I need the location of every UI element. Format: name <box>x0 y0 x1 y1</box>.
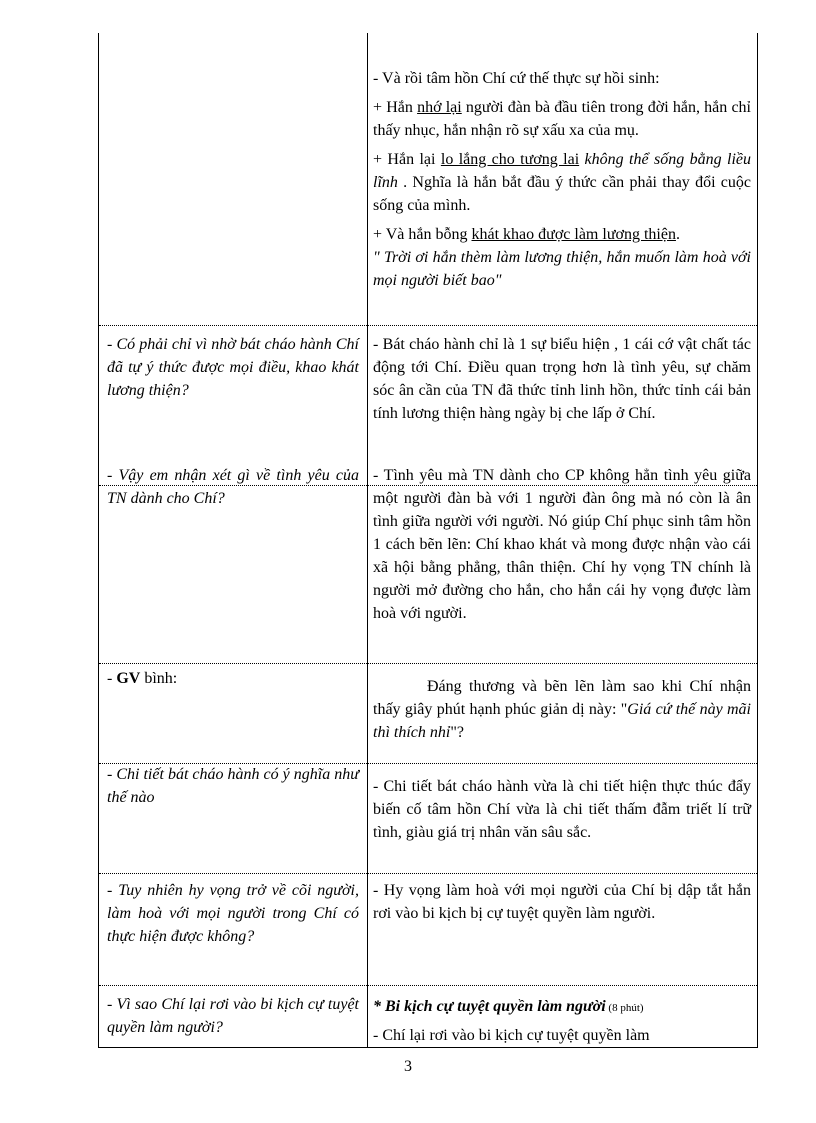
row1-right-cell <box>373 67 751 292</box>
column-divider <box>367 33 368 1047</box>
row-divider <box>99 663 757 664</box>
row3-question: - Vậy em nhận xét gì về tình yêu của TN dành cho Chí? <box>107 467 359 507</box>
row7-question: - Vì sao Chí lại rơi vào bi kịch cự tuyệt quyền làm người? <box>107 996 359 1036</box>
row-divider <box>99 325 757 326</box>
page-number: 3 <box>404 1058 412 1075</box>
row3-answer: - Tình yêu mà TN dành cho CP không hẳn tình yêu giữa một người đàn bà với 1 người đàn ông mà nó còn là ân tình giữa người với người. Nó giúp Chí phục sinh tâm hồn 1 cách bẽn lẽn: Chí khao khát và mong được nhận vào cái xã hội bằng phẳng, thân thiện. Chí hy vọng TN chính là người mở đường cho hắn, cho hắn cái hy vọng được làm hoà với người. <box>373 467 751 622</box>
row5-answer: - Chi tiết bát cháo hành vừa là chi tiết hiện thực thúc đẩy biến cố tâm hồn Chí vừa là chi tiết thấm đẫm triết lí trữ tình, giàu giá trị nhân văn sâu sắc. <box>373 778 751 841</box>
row2-question: - Có phải chỉ vì nhờ bát cháo hành Chí đã tự ý thức được mọi điều, khao khát lương thiện? <box>107 336 359 399</box>
row2-answer: - Bát cháo hành chỉ là 1 sự biểu hiện , 1 cái cớ vật chất tác động tới Chí. Điều quan trọng hơn là tình yêu, sự chăm sóc ân cần của TN đã thức tỉnh linh hồn, thức tỉnh cái bản tính lương thiện hàng ngày bị che lấp ở Chí. <box>373 336 751 422</box>
row-divider <box>99 873 757 874</box>
row6-answer: - Hy vọng làm hoà với mọi người của Chí bị dập tắt hắn rơi vào bi kịch bị cự tuyệt quyền làm người. <box>373 882 751 922</box>
memory-point: + Hắn nhớ lại người đàn bà đầu tiên trong đời hắn, hắn chỉ thấy nhục, hắn nhận rõ sự xấu xa của mụ. <box>373 99 751 139</box>
row4-label: - GV bình: <box>107 670 178 687</box>
longing-quote: " Trời ơi hắn thèm làm lương thiện, hắn muốn làm hoà với mọi người biết bao" <box>373 249 751 289</box>
revival-intro: - Và rồi tâm hồn Chí cứ thế thực sự hồi sinh: <box>373 70 660 87</box>
row5-question: - Chi tiết bát cháo hành có ý nghĩa như thế nào <box>107 766 359 806</box>
row6-question: - Tuy nhiên hy vọng trở về cõi người, làm hoà với mọi người trong Chí có thực hiện được không? <box>107 882 359 945</box>
row7-answer: - Chí lại rơi vào bi kịch cự tuyệt quyền làm <box>373 1027 650 1044</box>
row-divider <box>99 985 757 986</box>
lesson-table <box>98 33 758 1048</box>
longing-point: + Và hắn bỗng khát khao được làm lương thiện. <box>373 226 680 243</box>
future-worry-point: + Hắn lại lo lắng cho tương lai không thể sống bằng liều lĩnh . Nghĩa là hắn bắt đầu ý thức cần phải thay đổi cuộc sống của mình. <box>373 151 751 214</box>
section-heading: * Bi kịch cự tuyệt quyền làm người (8 phút) <box>373 998 644 1015</box>
row7-answer-cell <box>373 995 751 1047</box>
row4-commentary: Đáng thương và bẽn lẽn làm sao khi Chí nhận thấy giây phút hạnh phúc giản dị này: "Giá cứ thế này mãi thì thích nhỉ"? <box>373 678 751 741</box>
